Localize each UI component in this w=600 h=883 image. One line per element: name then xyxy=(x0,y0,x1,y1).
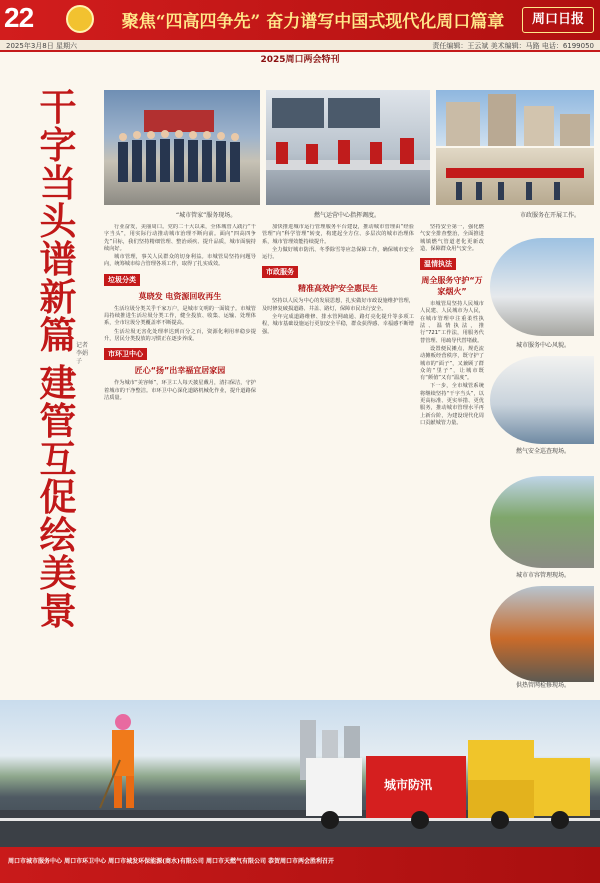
side4-caption: 供热管网检修现场。 xyxy=(516,682,571,689)
intro-paragraph: 行业奋发，美丽周口。党的二十大以来，全体城管人践行“干字当头”，用实际行动推动城市治理不断向前。面向“四高四争先”目标，我们坚持精细管理、整治顽疾、提升品质，城市面貌持续向好。 xyxy=(104,224,256,252)
enforcement-paragraph: 设置便民摊点，规范流动摊贩经营秩序，既守护了城市的“面子”，又兼顾了群众的“里子”，让城市既有“颜值”又有“温度”。 xyxy=(420,345,484,382)
side-photo-service-center xyxy=(490,238,594,336)
flood-control-truck-label: 城市防汛 xyxy=(384,778,433,792)
party-emblem-icon xyxy=(66,5,94,33)
side-photo-pipe-repair xyxy=(490,586,594,682)
waste-paragraph: 生活垃圾分类关乎千家万户，是城市文明的一面镜子。市城管局持续推进生活垃圾分类工作，健全投放、收集、运输、处理体系，全市垃圾分类覆盖率不断提高。 xyxy=(104,305,256,327)
section-heading-sanitation: 匠心“扬”出幸福宜居家园 xyxy=(134,366,226,376)
gas-safety-paragraph: 坚持安全第一，强化燃气安全排查整治，全面推进城镇燃气管道老化更新改造，保障群众用气安全。 xyxy=(420,224,484,252)
special-issue-title: 2025周口两会特刊 xyxy=(260,55,340,65)
building-graphic xyxy=(436,90,594,146)
masthead-banner xyxy=(0,0,600,40)
enforcement-paragraph: 市城管局坚持人民城市人民建、人民城市为人民，在城市管理中注重柔性执法、温情执法，推行“721”工作法，用服务代替管理、用疏导代替堵截。 xyxy=(420,301,484,344)
sponsor-units: 周口市城市服务中心 周口市环卫中心 周口市城发环保能源(商水)有限公司 周口市天燃气有限公司 恭贺周口市两会胜利召开 xyxy=(8,858,335,865)
section-tag-municipal: 市政服务 xyxy=(262,266,298,278)
photo-inspection-team xyxy=(104,90,260,205)
side1-caption: 城市服务中心风貌。 xyxy=(516,342,571,349)
photo-control-room xyxy=(266,90,430,205)
side-photo-street xyxy=(490,476,594,568)
photo1-caption: “城市管家”服务现场。 xyxy=(176,212,237,219)
photo3-caption: 市政服务在开展工作。 xyxy=(520,212,581,219)
bottom-street-panorama xyxy=(0,700,600,847)
side-photo-gas-check xyxy=(490,356,594,444)
event-banner-graphic xyxy=(436,148,594,205)
header-slogan: 聚焦“四高四争先” 奋力谱写中国式现代化周口篇章 xyxy=(121,12,505,32)
photo2-caption: 燃气运营中心指挥调度。 xyxy=(314,212,381,219)
headline-bottom: 建管互促绘美景 xyxy=(39,361,77,633)
mid-paragraph: 加快推进城市运行管理服务平台建设，推动城市管理由“经验管理”向“科学管理”转变，构建起全方位、多层次的城市治理体系，城市管理效能持续提升。 xyxy=(262,224,414,245)
section-tag-waste: 垃圾分类 xyxy=(104,274,140,286)
side2-caption: 燃气安全巡查现场。 xyxy=(516,448,571,455)
dateline-bar xyxy=(0,40,600,52)
headline-top: 干字当头谱新篇 xyxy=(39,85,77,357)
byline: 记者 李娟子 xyxy=(76,342,89,365)
sponsor-footer xyxy=(0,847,600,883)
newspaper-logo: 周口日报 xyxy=(522,7,594,33)
side3-caption: 城市市容管理现场。 xyxy=(516,572,571,579)
photo-city-event xyxy=(436,148,594,205)
sanitation-paragraph: 作为城市“美容师”，环卫工人每天披星戴月，清扫保洁，守护着城市的干净整洁。市环卫中心深化道路机械化作业，提升道路保洁质量。 xyxy=(104,380,256,401)
section-heading-municipal: 精准高效护安全惠民生 xyxy=(298,284,378,294)
section-heading-enforcement: 周全服务守护“万家烟火” xyxy=(421,276,483,297)
section-heading-waste: 莫晓发 电资源回收再生 xyxy=(138,291,222,301)
section-tag-sanitation: 市环卫中心 xyxy=(104,348,147,360)
enforcement-paragraph: 下一步，全市城管系统将继续坚持“干字当头”，以更高标准、更实举措、更优服务，推动城市管理水平再上新台阶，为建设现代化周口贡献城管力量。 xyxy=(420,383,484,426)
photo-city-buildings xyxy=(436,90,594,146)
page-number: 22 xyxy=(4,2,34,33)
article-column-1 xyxy=(104,224,256,694)
waste-paragraph: 生活垃圾无害化处理率达到百分之百，资源化利用率稳步提升，居民分类投放的习惯正在逐步养成。 xyxy=(104,328,256,342)
municipal-paragraph: 坚持以人民为中心的发展思想，扎实做好市政设施维护管理，及时修复破损道路、井盖、路灯，保障市民出行安全。 xyxy=(262,298,414,312)
editor-credits: 责任编辑：王云斌 美术编辑：马路 电话：6199050 xyxy=(432,42,594,50)
article-column-2 xyxy=(262,224,414,694)
mid-paragraph: 全力做好城市防汛、冬季除雪等应急保障工作，确保城市安全运行。 xyxy=(262,246,414,261)
intro-paragraph: 城市管理，事关人民群众的切身利益。市城管局坚持问题导向，统筹城市综合管理各项工作，取得了扎实成效。 xyxy=(104,254,256,268)
street-scene-graphic xyxy=(0,700,600,847)
municipal-paragraph: 全年完成道路维修、排水管网疏通、路灯亮化提升等多项工程，城市基础设施运行更加安全平稳，群众获得感、幸福感不断增强。 xyxy=(262,314,414,335)
article-column-3 xyxy=(420,224,484,694)
issue-date: 2025年3月8日 星期六 xyxy=(6,42,77,50)
section-tag-enforcement: 温情执法 xyxy=(420,258,456,270)
team-figures-graphic xyxy=(104,90,260,205)
control-room-graphic xyxy=(266,90,430,205)
